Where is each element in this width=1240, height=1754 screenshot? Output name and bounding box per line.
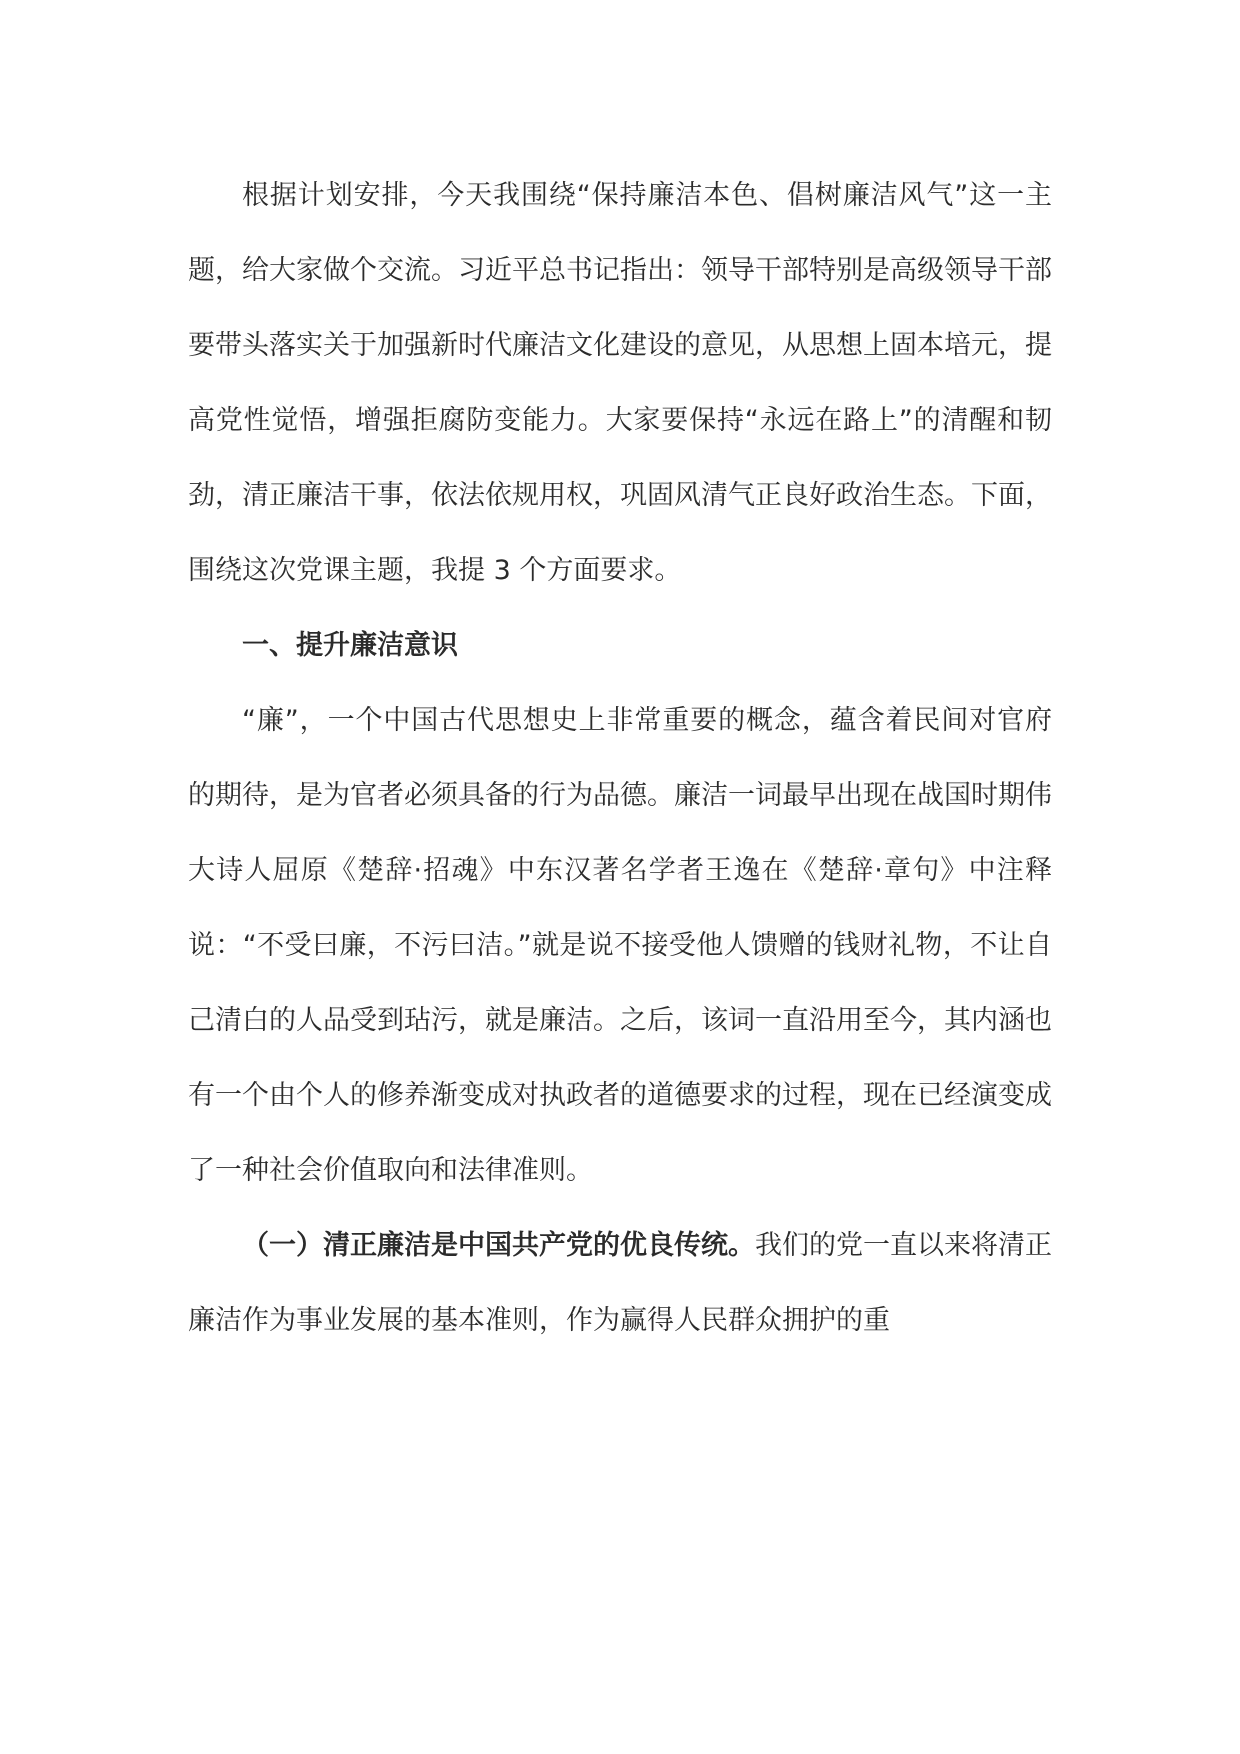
section-heading-1: 一、提升廉洁意识 (242, 630, 458, 661)
subsection-body-1: 我们的党一直以来将清正廉洁作为事业发展的基本准则，作为赢得人民群众拥护的重 (188, 1230, 1052, 1336)
intro-paragraph: 根据计划安排，今天我围绕“保持廉洁本色、倡树廉洁风气”这一主题，给大家做个交流。习近平总书记指出：领导干部特别是高级领导干部要带头落实关于加强新时代廉洁文化建设的意见，从思想上固本培元，提高党性觉悟，增强拒腐防变能力。大家要保持“永远在路上”的清醒和韧劲，清正廉洁干事，依法依规用权，巩固风清气正良好政治生态。下面，围绕这次党课主题，我提 3 个方面要求。 (188, 180, 1052, 586)
lian-paragraph: “廉”，一个中国古代思想史上非常重要的概念，蕴含着民间对官府的期待，是为官者必须具备的行为品德。廉洁一词最早出现在战国时期伟大诗人屈原《楚辞·招魂》中东汉著名学者王逸在《楚辞·章句》中注释说：“不受曰廉，不污曰洁。”就是说不接受他人馈赠的钱财礼物，不让自己清白的人品受到玷污，就是廉洁。之后，该词一直沿用至今，其内涵也有一个由个人的修养渐变成对执政者的道德要求的过程，现在已经演变成了一种社会价值取向和法律准则。 (188, 705, 1052, 1186)
subsection-paragraph-1 (188, 1208, 1052, 1358)
subsection-heading-1: （一）清正廉洁是中国共产党的优良传统。 (242, 1230, 755, 1261)
document-body (188, 158, 1052, 1358)
